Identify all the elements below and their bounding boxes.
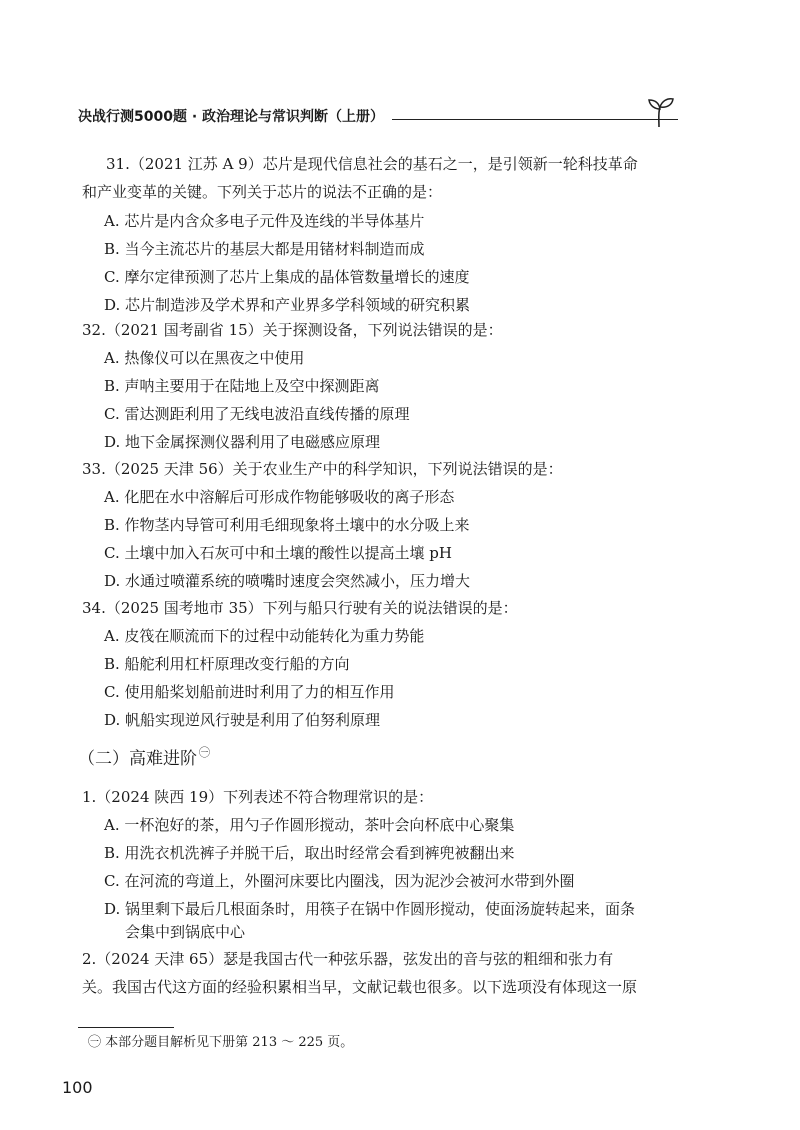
advanced-question-1-option-a: A. 一杯泡好的茶，用勺子作圆形搅动，茶叶会向杯底中心聚集: [104, 816, 515, 834]
footnote-mark: ㊀: [88, 1035, 102, 1050]
advanced-question-1-option-c: C. 在河流的弯道上，外圈河床要比内圈浅，因为泥沙会被河水带到外圈: [104, 872, 575, 890]
question-32-option-a: A. 热像仪可以在黑夜之中使用: [104, 349, 305, 367]
question-31-option-d: D. 芯片制造涉及学术界和产业界多学科领域的研究积累: [104, 296, 471, 314]
advanced-question-1-stem: 1.（2024 陕西 19）下列表述不符合物理常识的是：: [82, 788, 434, 806]
advanced-question-1-option-d: D. 锅里剩下最后几根面条时，用筷子在锅中作圆形搅动，使面汤旋转起来，面条: [104, 900, 636, 918]
sprout-icon: [641, 95, 677, 129]
question-31-option-b: B. 当今主流芯片的基层大都是用锗材料制造而成: [104, 240, 425, 258]
question-33-stem: 33.（2025 天津 56）关于农业生产中的科学知识，下列说法错误的是：: [82, 460, 563, 478]
question-32-option-d: D. 地下金属探测仪器利用了电磁感应原理: [104, 433, 381, 451]
question-32-stem: 32.（2021 国考副省 15）关于探测设备，下列说法错误的是：: [82, 321, 503, 339]
header-title: 决战行测5000题 · 政治理论与常识判断（上册）: [78, 109, 385, 125]
question-34-option-a: A. 皮筏在顺流而下的过程中动能转化为重力势能: [104, 627, 425, 645]
question-32-option-b: B. 声呐主要用于在陆地上及空中探测距离: [104, 377, 380, 395]
advanced-question-1-option-d-cont: 会集中到锅底中心: [125, 923, 246, 941]
advanced-question-2-stem-cont: 关。我国古代这方面的经验积累相当早，文献记载也很多。以下选项没有体现这一原: [82, 978, 638, 996]
question-34-option-c: C. 使用船桨划船前进时利用了力的相互作用: [104, 683, 395, 701]
question-33-option-c: C. 土壤中加入石灰可中和土壤的酸性以提高土壤 pH: [104, 544, 452, 562]
question-33-option-a: A. 化肥在水中溶解后可形成作物能够吸收的离子形态: [104, 488, 455, 506]
advanced-question-1-option-b: B. 用洗衣机洗裤子并脱干后，取出时经常会看到裤兜被翻出来: [104, 844, 515, 862]
running-header: [78, 104, 678, 128]
section-heading: [78, 748, 210, 772]
footnote-text: 本部分题目解析见下册第 213 ～ 225 页。: [105, 1035, 354, 1050]
footnote: [88, 1034, 353, 1052]
question-34-option-b: B. 船舵利用杠杆原理改变行船的方向: [104, 655, 350, 673]
question-31-option-a: A. 芯片是内含众多电子元件及连线的半导体基片: [104, 212, 425, 230]
advanced-question-2-stem: 2.（2024 天津 65）瑟是我国古代一种弦乐器，弦发出的音与弦的粗细和张力有: [82, 950, 614, 968]
page-number: 100: [62, 1078, 93, 1097]
question-31-stem-cont: 和产业变革的关键。下列关于芯片的说法不正确的是：: [82, 183, 443, 201]
section-title: （二）高难进阶: [78, 749, 197, 769]
question-34-option-d: D. 帆船实现逆风行驶是利用了伯努利原理: [104, 711, 381, 729]
section-footnote-mark: ㊀: [199, 746, 210, 759]
question-33-option-b: B. 作物茎内导管可利用毛细现象将土壤中的水分吸上来: [104, 516, 470, 534]
header-rule: [392, 119, 678, 120]
question-33-option-d: D. 水通过喷灌系统的喷嘴时速度会突然减小，压力增大: [104, 572, 471, 590]
footnote-rule: [78, 1027, 174, 1028]
question-31-option-c: C. 摩尔定律预测了芯片上集成的晶体管数量增长的速度: [104, 268, 470, 286]
question-34-stem: 34.（2025 国考地市 35）下列与船只行驶有关的说法错误的是：: [82, 599, 518, 617]
question-31-stem: 31.（2021 江苏 A 9）芯片是现代信息社会的基石之一，是引领新一轮科技革命: [106, 155, 638, 173]
question-32-option-c: C. 雷达测距利用了无线电波沿直线传播的原理: [104, 405, 410, 423]
